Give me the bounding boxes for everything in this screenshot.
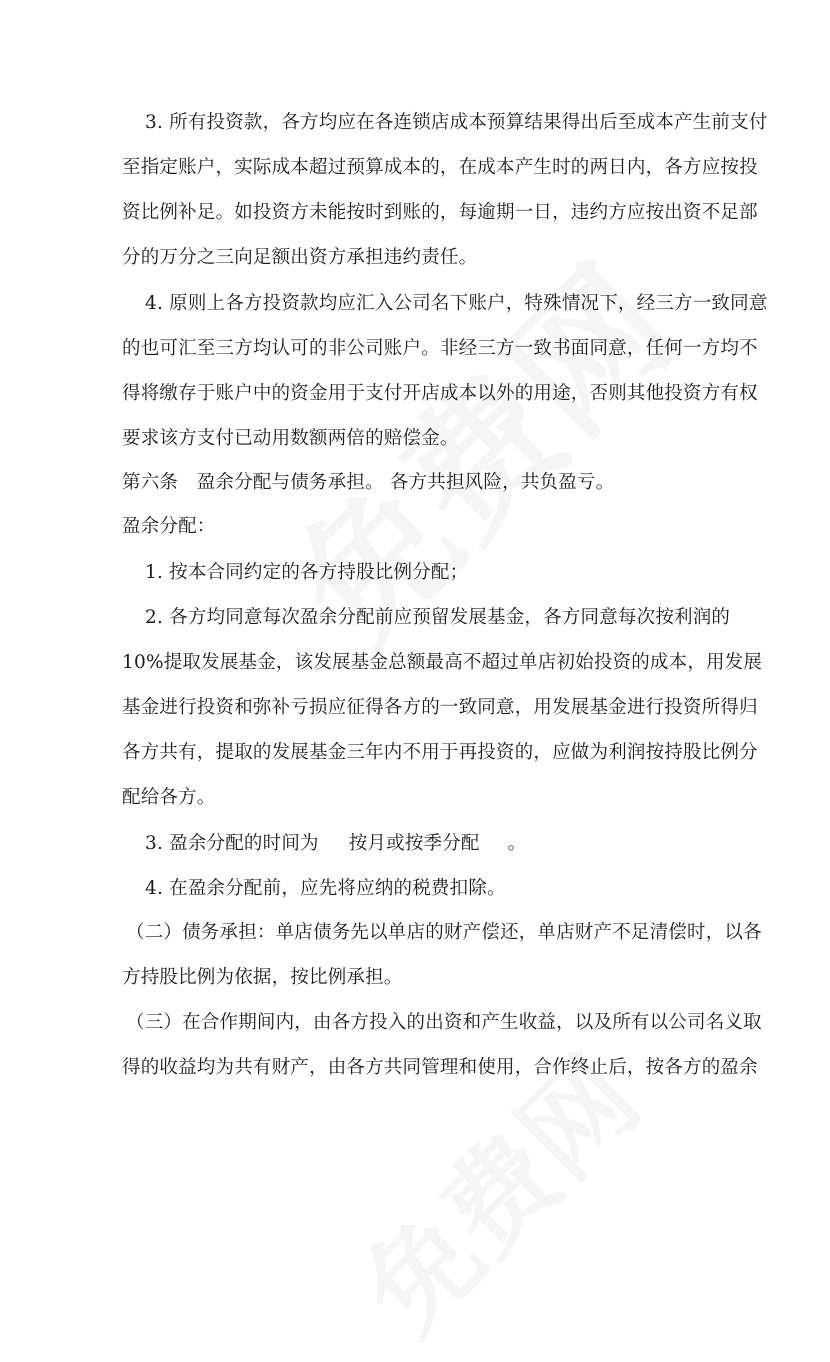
paragraph-line: 方持股比例为依据，按比例承担。 (122, 967, 403, 988)
paragraph-line: 得将缴存于账户中的资金用于支付开店成本以外的用途，否则其他投资方有权 (122, 383, 758, 404)
paragraph-line: （三）在合作期间内，由各方投入的出资和产生收益，以及所有以公司名义取 (126, 1012, 762, 1033)
paragraph-line: 4. 原则上各方投资款均应汇入公司名下账户，特殊情况下，经三方一致同意 (145, 293, 768, 314)
paragraph-line: 分的万分之三向足额出资方承担违约责任。 (122, 247, 478, 268)
paragraph-line: 要求该方支付已动用数额两倍的赔偿金。 (122, 428, 459, 449)
article-heading: 第六条 盈余分配与债务承担。 各方共担风险，共负盈亏。 (122, 472, 615, 493)
filled-value: 按月或按季分配 (348, 833, 480, 854)
paragraph-line: 的也可汇至三方均认可的非公司账户。非经三方一致书面同意，任何一方均不 (122, 338, 758, 359)
paragraph-line: 3. 所有投资款，各方均应在各连锁店成本预算结果得出后至成本产生前支付 (145, 112, 768, 133)
paragraph-line: 1. 按本合同约定的各方持股比例分配； (145, 562, 469, 583)
paragraph-line: 10%提取发展基金，该发展基金总额最高不超过单店初始投资的成本，用发展 (122, 652, 763, 673)
paragraph-line: 各方共有，提取的发展基金三年内不用于再投资的，应做为利润按持股比例分 (122, 742, 758, 763)
paragraph-line: 配给各方。 (122, 787, 216, 808)
paragraph-line (145, 832, 526, 856)
section-label: 盈余分配： (122, 516, 216, 537)
paragraph-line: 基金进行投资和弥补亏损应征得各方的一致同意，用发展基金进行投资所得归 (122, 697, 758, 718)
paragraph-line: 2. 各方均同意每次盈余分配前应预留发展基金，各方同意每次按利润的 (145, 607, 731, 628)
paragraph-line: 资比例补足。如投资方未能按时到账的，每逾期一日，违约方应按出资不足部 (122, 202, 758, 223)
paragraph-line: （二）债务承担：单店债务先以单店的财产偿还，单店财产不足清偿时，以各 (126, 922, 762, 943)
paragraph-line: 至指定账户，实际成本超过预算成本的，在成本产生时的两日内，各方应按投 (122, 157, 758, 178)
paragraph-line: 得的收益均为共有财产，由各方共同管理和使用，合作终止后，按各方的盈余 (122, 1057, 758, 1078)
line-text: 3. 盈余分配的时间为 (145, 833, 319, 854)
paragraph-line: 4. 在盈余分配前，应先将应纳的税费扣除。 (145, 878, 506, 899)
line-text: 。 (507, 833, 527, 854)
